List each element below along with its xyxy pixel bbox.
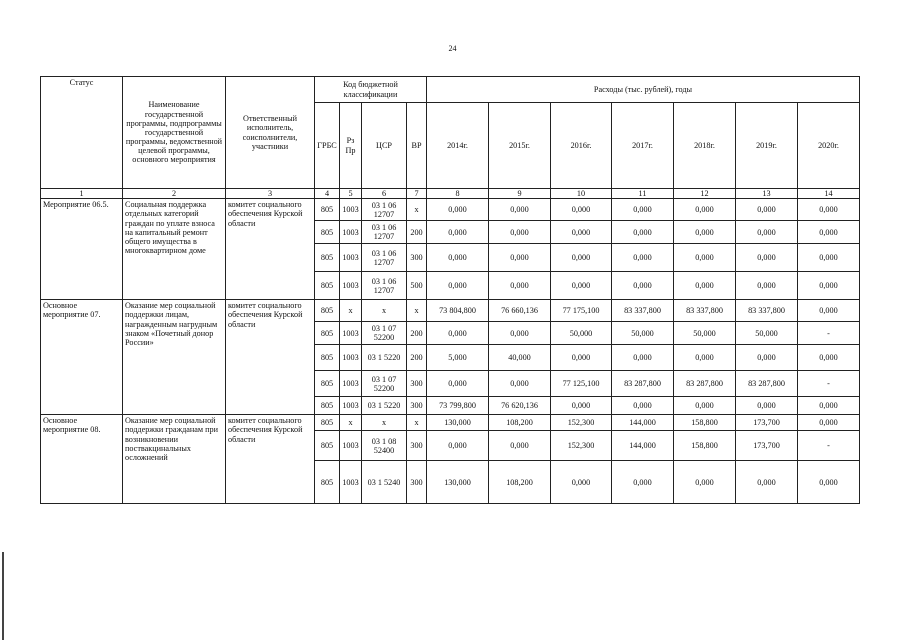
header-expenses: Расходы (тыс. рублей), годы	[427, 77, 860, 103]
grbs-cell: 805	[315, 371, 340, 397]
grbs-cell: 805	[315, 221, 340, 244]
expense-cell: 0,000	[551, 221, 612, 244]
status-cell: Основное мероприятие 08.	[41, 415, 123, 504]
expense-cell: 0,000	[798, 199, 860, 221]
expense-cell: 83 337,800	[612, 300, 674, 322]
expense-cell: 0,000	[736, 345, 798, 371]
grbs-cell: 805	[315, 244, 340, 272]
rzpr-cell: х	[340, 415, 362, 431]
expense-cell: 83 287,800	[674, 371, 736, 397]
header-year: 2017г.	[612, 103, 674, 189]
header-name: Наименование государственной программы, подпрограммы государственной программы, ведомственной целевой программы, основного мероприятия	[123, 77, 226, 189]
expense-cell: -	[798, 322, 860, 345]
rzpr-cell: 1003	[340, 397, 362, 415]
rzpr-cell: 1003	[340, 322, 362, 345]
column-number: 2	[123, 189, 226, 199]
csr-cell: 03 1 06 12707	[362, 272, 407, 300]
expense-cell: 0,000	[551, 345, 612, 371]
header-year: 2015г.	[489, 103, 551, 189]
expense-cell: 73 804,800	[427, 300, 489, 322]
grbs-cell: 805	[315, 397, 340, 415]
page-number: 24	[448, 44, 457, 53]
expense-cell: 0,000	[551, 199, 612, 221]
expense-cell: 0,000	[798, 272, 860, 300]
column-number-row	[41, 189, 860, 199]
expense-cell: 83 287,800	[612, 371, 674, 397]
expense-cell: 73 799,800	[427, 397, 489, 415]
header-year: 2018г.	[674, 103, 736, 189]
vr-cell: х	[407, 300, 427, 322]
name-cell: Оказание мер социальной поддержки лицам, награжденным нагрудным знаком «Почетный донор России»	[123, 300, 226, 415]
expense-cell: 0,000	[798, 415, 860, 431]
column-number: 14	[798, 189, 860, 199]
expense-cell: 0,000	[427, 322, 489, 345]
vr-cell: 500	[407, 272, 427, 300]
responsible-cell: комитет социального обеспечения Курской области	[226, 300, 315, 415]
expense-cell: 0,000	[551, 397, 612, 415]
column-number: 12	[674, 189, 736, 199]
vr-cell: х	[407, 199, 427, 221]
expense-cell: 83 287,800	[736, 371, 798, 397]
grbs-cell: 805	[315, 415, 340, 431]
grbs-cell: 805	[315, 272, 340, 300]
csr-cell: 03 1 07 52200	[362, 322, 407, 345]
expense-cell: 0,000	[612, 244, 674, 272]
expense-cell: 0,000	[612, 345, 674, 371]
expense-cell: 130,000	[427, 415, 489, 431]
expense-cell: 0,000	[551, 272, 612, 300]
table-row	[41, 300, 860, 322]
column-number: 4	[315, 189, 340, 199]
expense-cell: 0,000	[612, 461, 674, 504]
vr-cell: 300	[407, 371, 427, 397]
grbs-cell: 805	[315, 431, 340, 461]
expense-cell: 130,000	[427, 461, 489, 504]
header-rzpr: Рз Пр	[340, 103, 362, 189]
name-cell: Социальная поддержка отдельных категорий граждан по уплате взноса на капитальный ремонт общего имущества в многоквартирном доме	[123, 199, 226, 300]
expense-cell: 0,000	[674, 345, 736, 371]
expense-cell: 0,000	[427, 431, 489, 461]
expense-cell: -	[798, 371, 860, 397]
column-number: 10	[551, 189, 612, 199]
csr-cell: 03 1 08 52400	[362, 431, 407, 461]
grbs-cell: 805	[315, 461, 340, 504]
header-year: 2019г.	[736, 103, 798, 189]
responsible-cell: комитет социального обеспечения Курской области	[226, 415, 315, 504]
budget-table	[40, 76, 860, 504]
vr-cell: 200	[407, 221, 427, 244]
header-year: 2014г.	[427, 103, 489, 189]
expense-cell: 83 337,800	[736, 300, 798, 322]
grbs-cell: 805	[315, 322, 340, 345]
csr-cell: х	[362, 300, 407, 322]
status-cell: Основное мероприятие 07.	[41, 300, 123, 415]
csr-cell: 03 1 06 12707	[362, 244, 407, 272]
expense-cell: 144,000	[612, 431, 674, 461]
grbs-cell: 805	[315, 199, 340, 221]
expense-cell: 173,700	[736, 415, 798, 431]
expense-cell: 0,000	[551, 461, 612, 504]
csr-cell: 03 1 5220	[362, 397, 407, 415]
header-budget-code: Код бюджетной классификации	[315, 77, 427, 103]
expense-cell: 173,700	[736, 431, 798, 461]
expense-cell: -	[798, 431, 860, 461]
expense-cell: 152,300	[551, 415, 612, 431]
expense-cell: 0,000	[798, 345, 860, 371]
rzpr-cell: 1003	[340, 272, 362, 300]
expense-cell: 76 660,136	[489, 300, 551, 322]
expense-cell: 50,000	[736, 322, 798, 345]
grbs-cell: 805	[315, 300, 340, 322]
column-number: 1	[41, 189, 123, 199]
expense-cell: 0,000	[674, 199, 736, 221]
expense-cell: 0,000	[798, 221, 860, 244]
vr-cell: 300	[407, 244, 427, 272]
expense-cell: 0,000	[551, 244, 612, 272]
rzpr-cell: 1003	[340, 461, 362, 504]
vr-cell: 300	[407, 431, 427, 461]
status-cell: Мероприятие 06.5.	[41, 199, 123, 300]
expense-cell: 0,000	[612, 221, 674, 244]
table-body	[41, 199, 860, 504]
expense-cell: 108,200	[489, 461, 551, 504]
rzpr-cell: 1003	[340, 431, 362, 461]
expense-cell: 0,000	[736, 199, 798, 221]
csr-cell: 03 1 06 12707	[362, 199, 407, 221]
column-number: 6	[362, 189, 407, 199]
expense-cell: 50,000	[551, 322, 612, 345]
expense-cell: 0,000	[489, 221, 551, 244]
expense-cell: 152,300	[551, 431, 612, 461]
expense-cell: 0,000	[674, 272, 736, 300]
responsible-cell: комитет социального обеспечения Курской области	[226, 199, 315, 300]
expense-cell: 0,000	[612, 199, 674, 221]
expense-cell: 50,000	[674, 322, 736, 345]
expense-cell: 0,000	[736, 221, 798, 244]
header-csr: ЦСР	[362, 103, 407, 189]
table-row	[41, 415, 860, 431]
expense-cell: 77 175,100	[551, 300, 612, 322]
expense-cell: 40,000	[489, 345, 551, 371]
expense-cell: 77 125,100	[551, 371, 612, 397]
column-number: 7	[407, 189, 427, 199]
expense-cell: 0,000	[736, 272, 798, 300]
name-cell: Оказание мер социальной поддержки гражданам при возникновении поствакцинальных осложнений	[123, 415, 226, 504]
expense-cell: 158,800	[674, 415, 736, 431]
expense-cell: 76 620,136	[489, 397, 551, 415]
header-responsible: Ответственный исполнитель, соисполнители, участники	[226, 77, 315, 189]
column-number: 9	[489, 189, 551, 199]
expense-cell: 0,000	[427, 272, 489, 300]
header-year: 2020г.	[798, 103, 860, 189]
rzpr-cell: 1003	[340, 371, 362, 397]
expense-cell: 50,000	[612, 322, 674, 345]
expense-cell: 0,000	[489, 431, 551, 461]
expense-cell: 83 337,800	[674, 300, 736, 322]
column-number: 11	[612, 189, 674, 199]
table-row	[41, 199, 860, 221]
column-number: 3	[226, 189, 315, 199]
expense-cell: 0,000	[798, 397, 860, 415]
expense-cell: 0,000	[798, 461, 860, 504]
csr-cell: х	[362, 415, 407, 431]
header-grbs: ГРБС	[315, 103, 340, 189]
expense-cell: 0,000	[427, 371, 489, 397]
scan-edge-mark	[2, 552, 4, 640]
grbs-cell: 805	[315, 345, 340, 371]
expense-cell: 0,000	[736, 397, 798, 415]
expense-cell: 0,000	[489, 199, 551, 221]
expense-cell: 144,000	[612, 415, 674, 431]
expense-cell: 158,800	[674, 431, 736, 461]
csr-cell: 03 1 07 52200	[362, 371, 407, 397]
expense-cell: 108,200	[489, 415, 551, 431]
expense-cell: 0,000	[489, 272, 551, 300]
vr-cell: 200	[407, 322, 427, 345]
vr-cell: 300	[407, 461, 427, 504]
column-number: 8	[427, 189, 489, 199]
expense-cell: 0,000	[798, 244, 860, 272]
rzpr-cell: 1003	[340, 345, 362, 371]
expense-cell: 0,000	[674, 244, 736, 272]
expense-cell: 0,000	[612, 272, 674, 300]
csr-cell: 03 1 06 12707	[362, 221, 407, 244]
column-number: 13	[736, 189, 798, 199]
column-number: 5	[340, 189, 362, 199]
expense-cell: 0,000	[736, 461, 798, 504]
expense-cell: 0,000	[427, 244, 489, 272]
expense-cell: 0,000	[427, 199, 489, 221]
expense-cell: 5,000	[427, 345, 489, 371]
expense-cell: 0,000	[489, 371, 551, 397]
expense-cell: 0,000	[674, 461, 736, 504]
vr-cell: 200	[407, 345, 427, 371]
expense-cell: 0,000	[674, 397, 736, 415]
expense-cell: 0,000	[489, 244, 551, 272]
csr-cell: 03 1 5220	[362, 345, 407, 371]
header-vr: ВР	[407, 103, 427, 189]
expense-cell: 0,000	[489, 322, 551, 345]
rzpr-cell: х	[340, 300, 362, 322]
rzpr-cell: 1003	[340, 199, 362, 221]
header-year: 2016г.	[551, 103, 612, 189]
vr-cell: х	[407, 415, 427, 431]
vr-cell: 300	[407, 397, 427, 415]
rzpr-cell: 1003	[340, 244, 362, 272]
expense-cell: 0,000	[612, 397, 674, 415]
expense-cell: 0,000	[798, 300, 860, 322]
rzpr-cell: 1003	[340, 221, 362, 244]
expense-cell: 0,000	[427, 221, 489, 244]
expense-cell: 0,000	[736, 244, 798, 272]
header-status: Статус	[41, 77, 123, 189]
csr-cell: 03 1 5240	[362, 461, 407, 504]
expense-cell: 0,000	[674, 221, 736, 244]
